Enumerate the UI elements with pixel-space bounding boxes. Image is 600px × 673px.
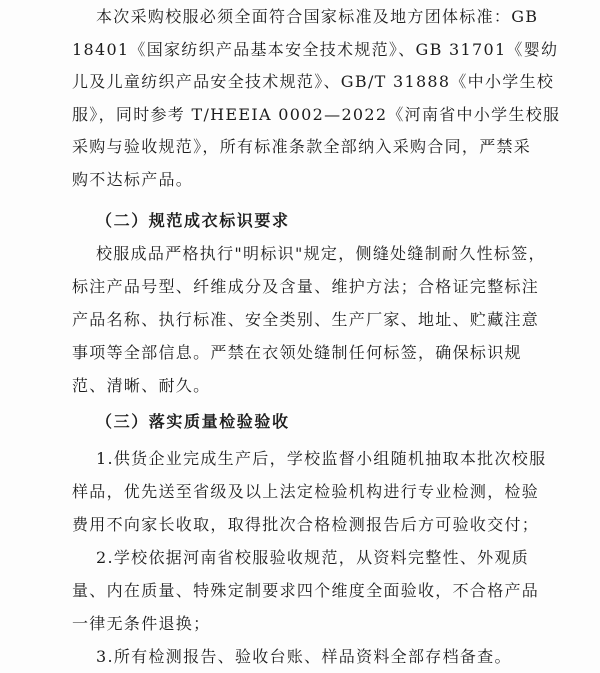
paragraph-labeling-line: 范、清晰、耐久。 xyxy=(72,376,211,395)
paragraph-labeling-line: 标注产品号型、纤维成分及含量、维护方法；合格证完整标注 xyxy=(72,277,540,296)
list-item-2-line: 2.学校依据河南省校服验收规范，从资料完整性、外观质 xyxy=(96,548,530,567)
list-item-1-line: 费用不向家长收取，取得批次合格检测报告后方可验收交付； xyxy=(72,515,540,534)
section-heading-inspection: （三）落实质量检验验收 xyxy=(96,412,290,431)
section-heading-labeling: （二）规范成衣标识要求 xyxy=(96,211,290,230)
list-item-3-line: 3.所有检测报告、验收台账、样品资料全部存档备查。 xyxy=(96,647,512,666)
paragraph-labeling-line: 事项等全部信息。严禁在衣领处缝制任何标签，确保标识规 xyxy=(72,343,522,362)
paragraph-labeling-line: 校服成品严格执行"明标识"规定，侧缝处缝制耐久性标签， xyxy=(96,244,546,263)
paragraph-standards-line: 采购与验收规范》，所有标准条款全部纳入采购合同，严禁采 xyxy=(72,137,532,156)
paragraph-standards-line: 18401《国家纺织产品基本安全技术规范》、GB 31701《婴幼 xyxy=(72,40,559,59)
list-item-2-line: 量、内在质量、特殊定制要求四个维度全面验收，不合格产品 xyxy=(72,581,540,600)
list-item-1-line: 1.供货企业完成生产后，学校监督小组随机抽取本批次校服 xyxy=(96,449,547,468)
list-item-2-line: 一律无条件退换； xyxy=(72,614,211,633)
paragraph-standards-line: 购不达标产品。 xyxy=(72,170,194,189)
paragraph-labeling-line: 产品名称、执行标准、安全类别、生产厂家、地址、贮藏注意 xyxy=(72,310,540,329)
paragraph-standards-line: 服》，同时参考 T/HEEIA 0002—2022《河南省中小学生校服 xyxy=(72,105,561,124)
paragraph-standards-line: 儿及儿童纺织产品安全技术规范》、GB/T 31888《中小学生校 xyxy=(72,72,555,91)
paragraph-standards-line: 本次采购校服必须全面符合国家标准及地方团体标准：GB xyxy=(96,7,539,26)
list-item-1-line: 样品，优先送至省级及以上法定检验机构进行专业检测，检验 xyxy=(72,482,540,501)
